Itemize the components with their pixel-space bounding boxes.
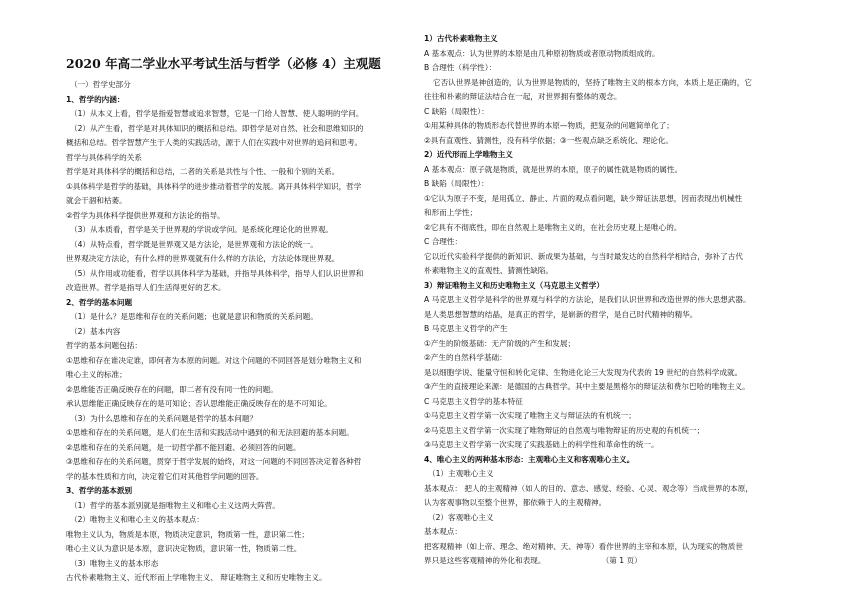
- text-line: 4、唯心主义的两种基本形态：主观唯心主义和客观唯心主义。: [424, 454, 635, 464]
- text-line: ①思维和存在的关系问题，是人们在生活和实践活动中遇到的和无法回避的基本问题。: [66, 428, 354, 437]
- text-line: A 马克思主义哲学是科学的世界观与科学的方法论，是我们认识世界和改造世界的伟大思想武器。: [424, 295, 751, 304]
- text-line: 古代朴素唯物主义、近代形而上学唯物主义、 辩证唯物主义和历史唯物主义。: [66, 573, 327, 582]
- text-line: ①具体科学是哲学的基础，具体科学的进步推动着哲学的发展。离开具体科学知识，哲学: [66, 181, 362, 191]
- text-line: C 马克思主义哲学的基本特征: [424, 396, 523, 406]
- text-line: （3）为什么思维和存在的关系问题是哲学的基本问题？: [70, 413, 258, 423]
- right-column: [424, 32, 804, 569]
- text-line: ②具有直观性、猜测性，没有科学依据；③一些观点缺乏系统化、理论化。: [424, 135, 674, 145]
- text-line: 把客观精神（如上帝、理念、绝对精神、天、神等）看作世界的主宰和本原，认为现实的物质世: [424, 541, 743, 551]
- text-line: ③思维和存在的关系问题，贯穿于哲学发展的始终，对这一问题的不同回答决定着各种哲: [66, 457, 362, 466]
- document-title: 2020 年高二学业水平考试生活与哲学（必修 4）主观题: [66, 56, 381, 71]
- text-line: C 缺陷（局限性）：: [424, 106, 489, 116]
- text-line: （1）哲学的基本派别就是指唯物主义和唯心主义这两大阵营。: [70, 500, 280, 510]
- text-line: ①它认为原子不变，是用孤立、静止、片面的观点看问题，缺少辩证法思想，因而表现出机械性: [424, 193, 743, 203]
- text-line: （一）哲学史部分: [70, 80, 131, 89]
- text-line: 哲学是对具体科学的概括和总结，二者的关系是共性与个性、一般和个别的关系。: [66, 167, 340, 176]
- text-line: ②思维能否正确反映存在的问题，即二者有没有同一性的问题。: [66, 384, 278, 394]
- text-line: ②思维和存在的关系问题，是一切哲学都不能回避、必须回答的问题。: [66, 442, 301, 452]
- text-line: 它否认世界是神创造的，认为世界是物质的，坚持了唯物主义的根本方向，本质上是正确的，它: [433, 77, 752, 87]
- text-line: ①产生的阶级基础：无产阶级的产生和发展；: [424, 338, 576, 348]
- text-line: 1、哲学的内涵：: [66, 94, 125, 104]
- text-line: 哲学与具体科学的关系: [66, 152, 142, 162]
- text-line: （1）从本义上看，哲学是指爱智慧或追求智慧，它是一门给人智慧、使人聪明的学问。: [70, 109, 364, 118]
- text-line: （1）是什么？是思维和存在的关系问题；也就是意识和物质的关系问题。: [70, 312, 318, 321]
- text-line: 唯物主义认为，物质是本原，物质决定意识，物质第一性，意识第二性；: [66, 529, 309, 539]
- text-line: （3）唯物主义的基本形态: [70, 558, 159, 568]
- text-line: 哲学的基本问题包括：: [66, 341, 142, 350]
- text-line: 改造世界。哲学是指导人们生活得更好的艺术。: [66, 283, 226, 292]
- text-line: A 基本观点：认为世界的本原是由几种原初物质或者原动物质组成的。: [424, 48, 660, 58]
- right-column-body: [424, 32, 804, 554]
- text-line: C 合理性：: [424, 237, 463, 246]
- text-line: ②马克思主义哲学第一次实现了唯物辩证的自然观与唯物辩证的历史观的有机统一；: [424, 425, 705, 435]
- text-line: 概括和总结。哲学智慧产生于人类的实践活动，源于人们在实践中对世界的追问和思考。: [66, 138, 363, 147]
- text-line: （5）从作用或功能看，哲学以具体科学为基础，并指导具体科学，指导人们认识世界和: [70, 268, 364, 278]
- left-column-body: [66, 78, 418, 586]
- text-line: 基本观点： 把人的主观精神（如人的目的、意志、感觉、经验、心灵、观念等）当成世界的本原，: [424, 483, 753, 493]
- text-line: B 马克思主义哲学的产生: [424, 324, 508, 333]
- text-line: ③产生的直接理论来源：是德国的古典哲学。其中主要是黑格尔的辩证法和费尔巴哈的唯物主义。: [424, 382, 750, 391]
- text-line: （3）从本质看，哲学是关于世界观的学说或学问。是系统化理论化的世界观。: [70, 225, 334, 234]
- text-line: ②哲学为具体科学提供世界观和方法论的指导。: [66, 210, 225, 220]
- text-line: ①用某种具体的物质形态代替世界的本原—物质，把复杂的问题简单化了；: [424, 121, 674, 130]
- text-line: B 缺陷（局限性）：: [424, 179, 489, 188]
- text-line: 3、哲学的基本派别: [66, 486, 133, 495]
- text-line: 认为客观事物以至整个世界，都依赖于人的主观精神。: [424, 498, 607, 507]
- text-line: 2）近代形而上学唯物主义: [424, 150, 513, 159]
- text-line: （2）唯物主义和唯心主义的基本观点：: [70, 515, 204, 524]
- text-line: 是人类思想智慧的结晶，是真正的哲学，是崭新的哲学，是自己时代精神的精华。: [424, 309, 698, 319]
- text-line: 2、哲学的基本问题: [66, 297, 133, 307]
- text-line: 往往和朴素的辩证法结合在一起，对世界拥有整体的观念。: [424, 92, 622, 101]
- text-line: ②它具有不彻底性，即在自然观上是唯物主义的，在社会历史观上是唯心的。: [424, 222, 682, 232]
- text-line: （2）客观唯心主义: [428, 512, 494, 522]
- text-line: ③马克思主义哲学第一次实现了实践基础上的科学性和革命性的统一。: [424, 440, 659, 449]
- text-line: 朴素唯物主义的直观性、猜测性缺陷。: [424, 266, 554, 275]
- text-line: 1）古代朴素唯物主义: [424, 34, 498, 43]
- text-line: 3）辩证唯物主义和历史唯物主义（马克思主义哲学）: [424, 280, 604, 290]
- text-line: 和形而上学性；: [424, 208, 478, 217]
- text-line: [424, 554, 804, 569]
- text-line: 唯心主义认为意识是本原，意识决定物质，意识第一性，物质第二性。: [66, 544, 302, 553]
- text-line: A 基本观点：原子就是物质，就是世界的本原，原子的属性就是物质的属性。: [424, 164, 683, 174]
- page-number: （第 1 页）: [605, 556, 642, 565]
- text-line: 世界观决定方法论，有什么样的世界观就有什么样的方法论，方法论体现世界观。: [66, 254, 340, 263]
- text-line: （4）从特点看，哲学既是世界观又是方法论，是世界观和方法论的统一。: [70, 239, 318, 249]
- text-line: ①思维和存在谁决定谁，即何者为本原的问题。对这个问题的不同回答是划分唯物主义和: [66, 355, 362, 365]
- text-line: 基本观点：: [424, 527, 462, 536]
- last-line-text: 界只是这些客观精神的外化和表现。: [424, 556, 546, 565]
- text-line: 就会干涸和枯萎。: [66, 196, 127, 205]
- text-line: ①马克思主义哲学第一次实现了唯物主义与辩证法的有机统一；: [424, 411, 636, 420]
- text-line: （2）基本内容: [70, 326, 121, 336]
- text-line: （2）从产生看，哲学是对具体知识的概括和总结。即哲学是对自然、社会和思维知识的: [70, 123, 364, 133]
- text-line: 学的基本性质和方向，决定着它们对其他哲学问题的回答。: [66, 471, 264, 481]
- text-line: 承认思维能正确反映存在的是可知论；否认思维能正确反映存在的是不可知论。: [66, 399, 332, 408]
- text-line: ②产生的自然科学基础：: [424, 353, 507, 362]
- left-column: [66, 56, 418, 586]
- text-line: 唯心主义的标准；: [66, 370, 127, 379]
- text-line: 是以细胞学说、能量守恒和转化定律、生物进化论三大发现为代表的 19 世纪的自然科学成就。: [424, 367, 743, 377]
- text-line: （1）主观唯心主义: [428, 469, 494, 478]
- text-line: 它以近代实验科学提供的新知识、新成果为基础，与当时最发达的自然科学相结合，弥补了古代: [424, 251, 743, 261]
- text-line: B 合理性（科学性）：: [424, 63, 497, 72]
